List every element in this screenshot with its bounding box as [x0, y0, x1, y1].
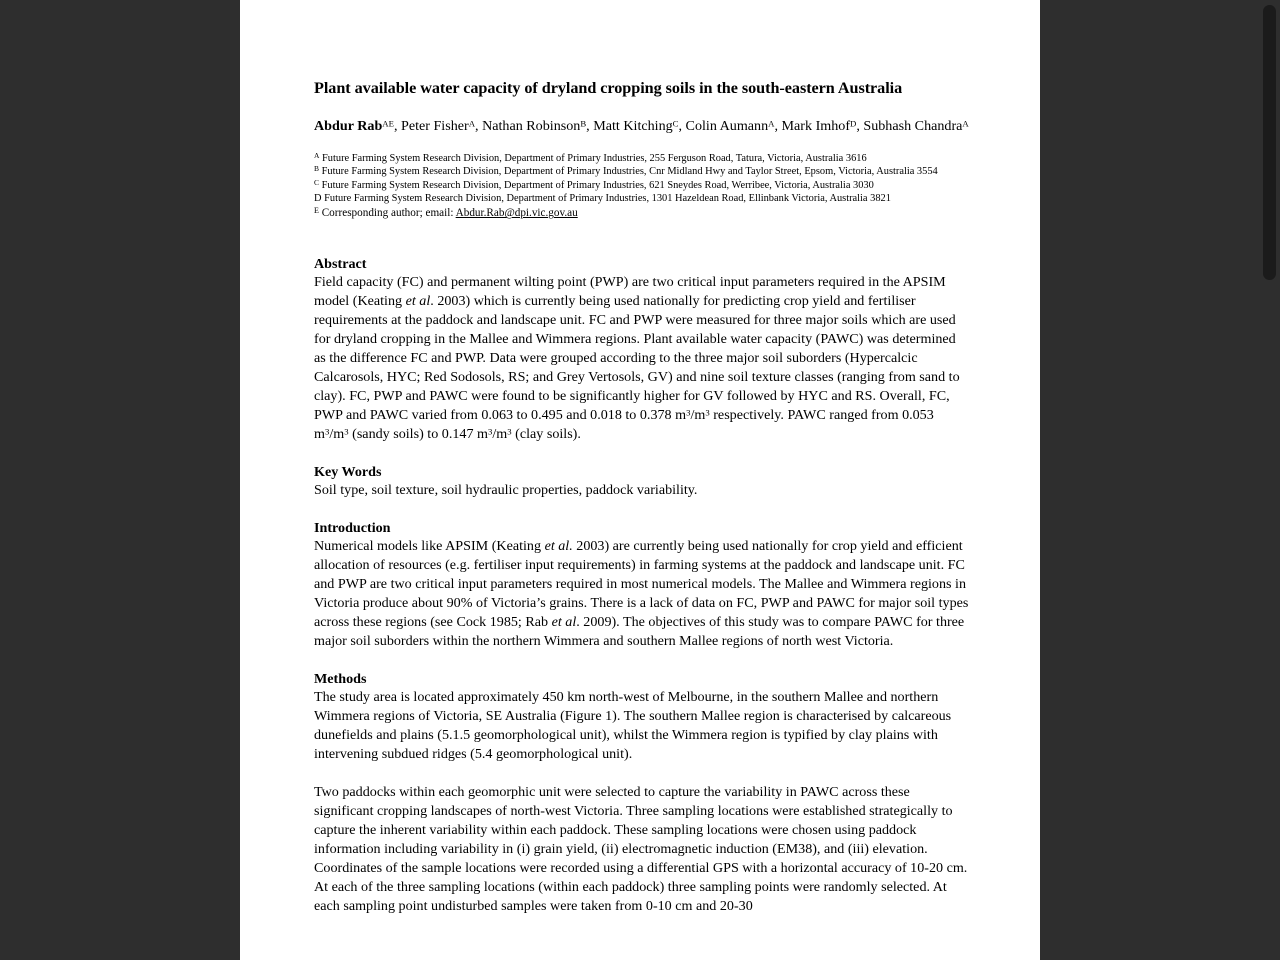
key-words-body: Soil type, soil texture, soil hydraulic properties, paddock variability.: [314, 481, 698, 498]
abstract-text-7: /m: [492, 425, 508, 442]
author-marker-3: C: [672, 118, 679, 129]
author-name-6: Subhash Chandra: [863, 118, 963, 135]
section-heading-methods: Methods: [314, 670, 367, 687]
abstract-body: [314, 273, 970, 444]
author-marker-5: D: [850, 118, 857, 129]
intro-italic-2: et al: [551, 614, 577, 631]
affiliation-text-c: Future Farming System Research Division, Department of Primary Industries, 621 Sneydes Road, Werribee, Victoria, Australia 3030: [321, 179, 874, 191]
affiliation-marker-b: B: [314, 164, 319, 174]
abstract-text-2: . 2003) which is currently being used nationally for predicting crop yield and fertiliser requirements at the paddock and landscape unit. FC and PWP were measured for three major soils which are used for dryland cropping in the Mallee and Wimmera regions. Plant available water capacity (PAWC) was determined as the difference FC and PWP. Data were grouped according to the three major soil suborders (Hypercalcic Calcarosols, HYC; Red Sodosols, RS; and Grey Vertosols, GV) and nine soil texture classes (ranging from sand to clay). FC, PWP and PAWC were found to be significantly higher for GV followed by HYC and RS. Overall, FC, PWP and PAWC varied from 0.063 to 0.495 and 0.018 to 0.378 m: [314, 293, 960, 423]
intro-text-2: 2003) are currently being used nationally for crop yield and efficient allocation of resources (e.g. fertiliser input requirements) in farming systems at the paddock and landscape unit. FC and PWP are two critical input parameters required in most numerical models. The Mallee and Wimmera regions in Victoria produce about 90% of Victoria’s grains. There is a lack of data on FC, PWP and PAWC for major soil types across these regions (see Cock 1985; Rab: [314, 538, 969, 631]
methods-paragraph-1: The study area is located approximately 450 km north-west of Melbourne, in the southern Mallee and northern Wimmera regions of Victoria, SE Australia (Figure 1). The southern Mallee region is characterised by calcareous dunefields and plains (5.1.5 geomorphological unit), whilst the Wimmera region is typified by clay plains with intervening subdued ridges (5.4 geomorphological unit).: [314, 689, 952, 763]
author-marker-2: B: [580, 118, 587, 129]
affiliation-list: [314, 152, 970, 221]
vertical-scrollbar[interactable]: [1258, 0, 1280, 960]
section-heading-key-words: Key Words: [314, 463, 382, 480]
affiliation-item: [314, 152, 970, 165]
spacer: [314, 444, 970, 463]
abstract-sup-a: 3: [686, 407, 691, 418]
scrollbar-thumb[interactable]: [1263, 5, 1276, 280]
abstract-italic-1: et al: [405, 293, 431, 310]
affiliation-marker-d: D: [314, 192, 322, 204]
section-heading-abstract: Abstract: [314, 255, 367, 272]
corresponding-author: [314, 206, 970, 220]
author-name-4: Colin Aumann: [685, 118, 769, 135]
affiliation-marker-c: C: [314, 177, 319, 187]
affiliation-marker-a: A: [314, 150, 320, 160]
affiliation-item: [314, 165, 970, 178]
intro-italic-1: et al.: [544, 538, 573, 555]
author-marker-4: A: [768, 118, 775, 129]
author-marker-0: AE: [382, 118, 394, 129]
methods-paragraph-2: Two paddocks within each geomorphic unit were selected to capture the variability in PAWC across these significant cropping landscapes of north-west Victoria. Three sampling locations were established strategically to capture the inherent variability within each paddock. These sampling locations were chosen using paddock information including variability in (i) grain yield, (ii) electromagnetic induction (EM38), and (iii) elevation. Coordinates of the sample locations were recorded using a differential GPS with a horizontal accuracy of 10-20 cm. At each of the three sampling locations (within each paddock) three sampling points were randomly selected. At each sampling point undisturbed samples were taken from 0-10 cm and 20-30: [314, 784, 968, 914]
author-name-3: Matt Kitching: [593, 118, 673, 135]
abstract-text-5: /m: [329, 425, 345, 442]
page-title: Plant available water capacity of dryland cropping soils in the south-eastern Australia: [314, 79, 903, 97]
abstract-sup-e: 3: [487, 426, 493, 437]
affiliation-text-a: Future Farming System Research Division, Department of Primary Industries, 255 Ferguson Road, Tatura, Victoria, Australia 3616: [322, 152, 867, 164]
author-marker-1: A: [468, 118, 476, 129]
spacer: [314, 500, 970, 519]
abstract-sup-b: 3: [705, 407, 710, 418]
abstract-text-3: /m: [690, 406, 706, 423]
section-heading-introduction: Introduction: [314, 519, 391, 536]
author-marker-6: A: [962, 118, 969, 129]
abstract-text-1: Field capacity (FC) and permanent wilting point (PWP) are two critical input parameters required in the APSIM model (Keating: [314, 274, 946, 310]
abstract-sup-f: 3: [507, 426, 512, 437]
corresponding-label: Corresponding author; email:: [321, 207, 454, 220]
intro-text-3: . 2009). The objectives of this study was to compare PAWC for three major soil suborders within the northern Wimmera and southern Mallee regions of north west Victoria.: [314, 614, 965, 650]
author-name-2: Nathan Robinson: [482, 118, 581, 135]
abstract-text-8: (clay soils).: [511, 425, 581, 442]
spacer: [314, 764, 970, 783]
corresponding-email-link[interactable]: Abdur.Rab@dpi.vic.gov.au: [455, 207, 578, 220]
affiliation-item: [314, 192, 970, 205]
author-list: Abdur Rab$^{AE}$, Peter Fisher$^A$, Nathan Robinson$^B$, Matt Kitching$^C$, Colin Aumann$^A$, Mark Imhof$^D$, Subhash Chandra$^A$: [314, 118, 969, 135]
abstract-text-6: (sandy soils) to 0.147 m: [348, 425, 488, 442]
spacer: [314, 651, 970, 670]
document-page: [240, 0, 1040, 960]
author-name-1: Peter Fisher: [400, 118, 469, 135]
author-name-5: Mark Imhof: [781, 118, 851, 135]
introduction-body: [314, 537, 970, 651]
affiliation-text-d: Future Farming System Research Division, Department of Primary Industries, 1301 Hazeldean Road, Ellinbank Victoria, Australia 3821: [324, 192, 891, 204]
page-content: [240, 0, 1040, 916]
author-name-0: Abdur Rab: [314, 118, 383, 135]
corresponding-marker: E: [314, 206, 319, 216]
affiliation-text-b: Future Farming System Research Division, Department of Primary Industries, Cnr Midland Hwy and Taylor Street, Epsom, Victoria, Australia 3554: [321, 166, 938, 178]
abstract-sup-c: 3: [324, 426, 330, 437]
affiliation-item: [314, 179, 970, 192]
abstract-text-4: respectively. PAWC ranged from 0.053 m: [314, 406, 934, 442]
intro-text-1: Numerical models like APSIM (Keating: [314, 538, 545, 555]
abstract-sup-d: 3: [344, 426, 349, 437]
